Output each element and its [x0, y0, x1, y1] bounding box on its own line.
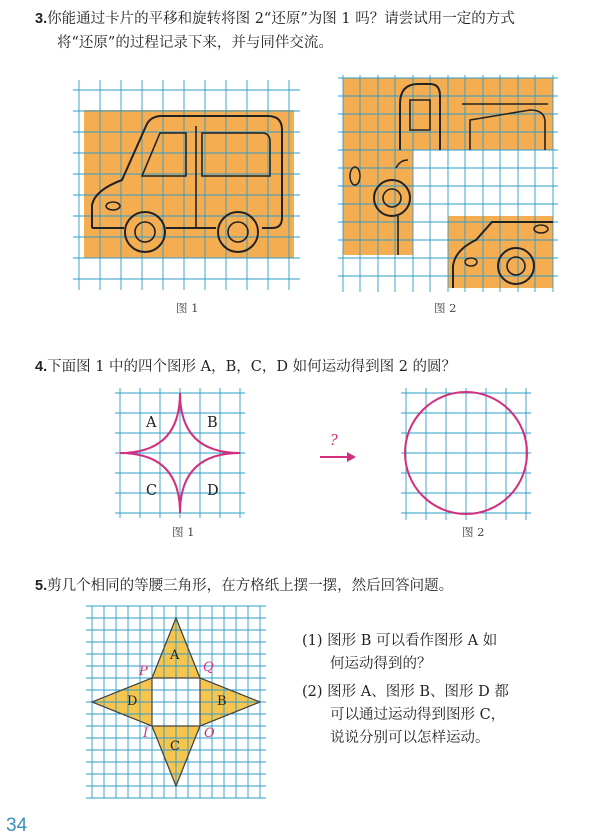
q4-arrow-icon [320, 452, 356, 462]
q4-text [35, 356, 456, 379]
q5-sub2-line1: 图形 A、图形 B、图形 D 都 [327, 684, 509, 700]
q4-label-b: B [207, 415, 218, 431]
page-number: 34 [6, 815, 28, 836]
q5-sub1-line2: 何运动得到的？ [330, 656, 432, 672]
q4-fig1-caption: 图 1 [172, 525, 195, 539]
q3-line1: 你能通过卡片的平移和旋转将图 2“还原”为图 1 吗？请尝试用一定的方式 [47, 11, 515, 27]
q3-figure-2 [338, 75, 558, 292]
q5-sub2-line2: 可以通过运动得到图形 C， [330, 707, 506, 723]
q5-number: 5. [35, 578, 48, 594]
q5-grid [86, 606, 266, 798]
q5-sub2 [302, 681, 509, 704]
q5-sub1-number: (1) [302, 633, 323, 649]
q5-sub2-line3: 说说分别可以怎样运动。 [330, 730, 490, 746]
q3-figure-1 [73, 80, 300, 290]
q5-sub1-line1: 图形 B 可以看作图形 A 如 [327, 633, 498, 649]
q4-label-c: C [146, 483, 158, 499]
q4-figure-1 [115, 388, 245, 518]
q5-label-p: P [139, 664, 148, 679]
q4-fig2-caption: 图 2 [462, 525, 485, 539]
q3-number: 3. [35, 11, 48, 27]
q5-label-b: B [217, 694, 227, 709]
q5-sub1 [302, 630, 497, 653]
q3-text-line2: 将“还原”的过程记录下来，并与同伴交流。 [57, 35, 333, 51]
q4-line: 下面图 1 中的四个图形 A，B，C，D 如何运动得到图 2 的圆？ [47, 359, 457, 375]
q4-number: 4. [35, 359, 48, 375]
q3-fig2-caption: 图 2 [434, 301, 457, 315]
q5-label-q: Q [203, 660, 214, 675]
q3-fig2-card-bottom [448, 216, 553, 288]
q5-figure [86, 606, 266, 798]
q5-sub2-number: (2) [302, 684, 323, 700]
q4-figure-2 [401, 388, 531, 520]
q5-label-c: C [170, 739, 180, 754]
q4-arrow-label: ? [330, 433, 338, 449]
q3-fig1-caption: 图 1 [176, 301, 199, 315]
q5-label-o: O [204, 726, 215, 741]
q5-line: 剪几个相同的等腰三角形，在方格纸上摆一摆，然后回答问题。 [47, 578, 454, 594]
q4-label-d: D [207, 483, 219, 499]
q5-label-i: I [143, 726, 149, 741]
q5-label-d: D [127, 694, 138, 709]
q4-fig2-grid [401, 388, 531, 520]
q4-label-a: A [146, 415, 157, 431]
q5-label-a: A [170, 648, 180, 663]
q5-text [35, 575, 453, 598]
